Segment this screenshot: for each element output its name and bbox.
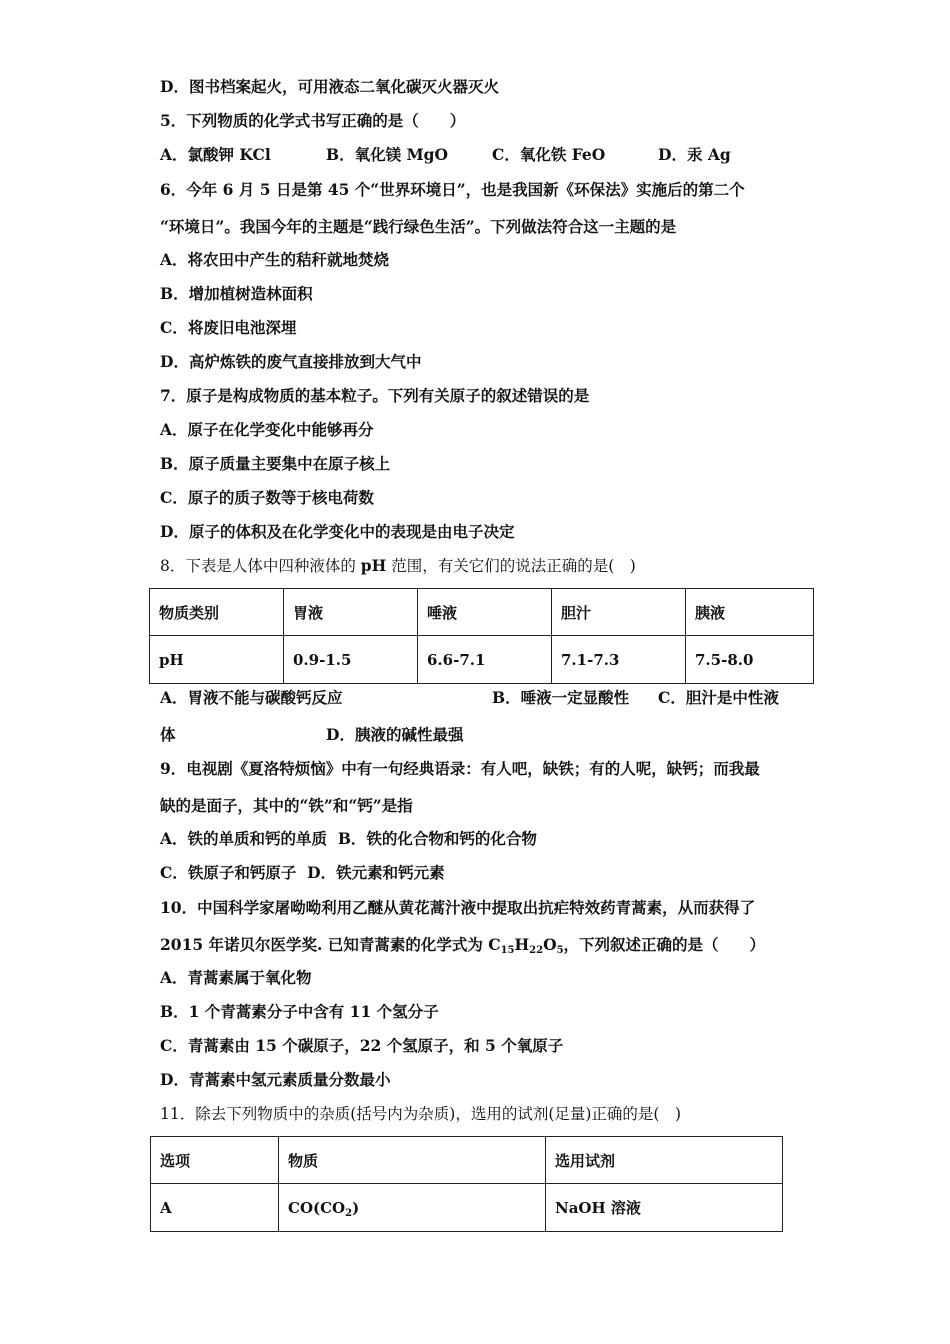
formula-sub-c: 15 <box>500 945 515 956</box>
q9-option-c: C．铁原子和钙原子 <box>160 863 297 882</box>
q8-option-a: A．胃液不能与碳酸钙反应 <box>160 688 343 707</box>
q11-substance-cell <box>279 1184 546 1232</box>
q5-options <box>160 145 731 165</box>
q8-header-cell: 唾液 <box>418 589 552 636</box>
q8-option-b: B．唾液一定显酸性 <box>492 688 630 707</box>
q8-stem <box>160 556 636 576</box>
q8-stem-post: 范围，有关它们的说法正确的是( ) <box>386 557 636 575</box>
q10-stem-post: ，下列叙述正确的是（ ） <box>563 935 766 954</box>
q11-substance-pre: CO(CO <box>288 1198 346 1217</box>
q7-option-c: C．原子的质子数等于核电荷数 <box>160 488 374 507</box>
q8-data-cell: 7.5-8.0 <box>686 636 814 684</box>
q11-reagent-cell: NaOH 溶液 <box>546 1184 783 1232</box>
q8-option-c-cont: 体 <box>160 725 176 744</box>
q11-table-header-row <box>151 1137 783 1184</box>
q6-option-b: B．增加植树造林面积 <box>160 284 313 303</box>
q8-table-data-row <box>150 636 814 684</box>
q11-header-cell: 物质 <box>279 1137 546 1184</box>
q11-table-row-a <box>151 1184 783 1232</box>
q8-table-header-row <box>150 589 814 636</box>
q10-stem-line2 <box>160 935 765 955</box>
q6-option-a: A．将农田中产生的秸秆就地焚烧 <box>160 250 390 269</box>
q8-data-cell: 0.9-1.5 <box>284 636 418 684</box>
q6-option-c: C．将废旧电池深埋 <box>160 318 297 337</box>
q7-option-a: A．原子在化学变化中能够再分 <box>160 420 374 439</box>
q10-option-c: C．青蒿素由 15 个碳原子，22 个氢原子，和 5 个氧原子 <box>160 1036 564 1055</box>
q9-options-line1 <box>160 829 537 849</box>
q8-data-cell: 6.6-7.1 <box>418 636 552 684</box>
q5-option-b: B．氧化镁 MgO <box>326 145 448 164</box>
q9-option-b: B．铁的化合物和钙的化合物 <box>337 829 537 848</box>
q9-stem-line2: 缺的是面子，其中的“铁”和“钙”是指 <box>160 796 413 815</box>
q8-header-cell: 胆汁 <box>552 589 686 636</box>
q7-option-b: B．原子质量主要集中在原子核上 <box>160 454 391 473</box>
q11-stem: 11．除去下列物质中的杂质(括号内为杂质)，选用的试剂(足量)正确的是( ) <box>160 1105 682 1123</box>
q8-option-d: D．胰液的碱性最强 <box>326 725 464 744</box>
q8-options-line1 <box>160 688 779 708</box>
formula-sub-o: 5 <box>556 945 564 956</box>
q8-stem-pre: 8．下表是人体中四种液体的 <box>160 557 361 575</box>
formula-o: O <box>543 935 557 954</box>
q6-stem-line1: 6．今年 6 月 5 日是第 45 个“世界环境日”，也是我国新《环保法》实施后的第二个 <box>160 180 745 199</box>
q10-stem-pre: 2015 年诺贝尔医学奖. 已知青蒿素的化学式为 C <box>160 935 501 954</box>
q4-option-d: D．图书档案起火，可用液态二氧化碳灭火器灭火 <box>160 77 499 96</box>
q8-option-c: C．胆汁是中性液 <box>658 688 779 707</box>
q11-reagent-table <box>150 1136 783 1232</box>
q8-stem-ph: pH <box>360 556 387 575</box>
q8-header-cell: 胃液 <box>284 589 418 636</box>
q9-stem-line1: 9．电视剧《夏洛特烦恼》中有一句经典语录：有人吧，缺铁；有的人呢，缺钙；而我最 <box>160 759 760 778</box>
q6-option-d: D．高炉炼铁的废气直接排放到大气中 <box>160 352 422 371</box>
q11-substance-sub: 2 <box>345 1207 353 1219</box>
q8-options-line2 <box>160 725 463 745</box>
formula-sub-h: 22 <box>529 945 544 956</box>
q10-stem-line1: 10．中国科学家屠呦呦利用乙醚从黄花蒿汁液中提取出抗疟特效药青蒿素，从而获得了 <box>160 898 756 917</box>
q7-stem: 7．原子是构成物质的基本粒子。下列有关原子的叙述错误的是 <box>160 386 590 405</box>
q6-stem-line2: “环境日”。我国今年的主题是“践行绿色生活”。下列做法符合这一主题的是 <box>160 217 677 236</box>
q11-option-cell: A <box>151 1184 279 1232</box>
q5-option-a: A．氯酸钾 KCl <box>160 145 271 164</box>
q11-header-cell: 选用试剂 <box>546 1137 783 1184</box>
q10-option-d: D．青蒿素中氢元素质量分数最小 <box>160 1070 391 1089</box>
q8-data-cell: 7.1-7.3 <box>552 636 686 684</box>
q8-header-cell: 胰液 <box>686 589 814 636</box>
q8-header-cell: 物质类别 <box>150 589 284 636</box>
q5-option-d: D．汞 Ag <box>658 145 731 164</box>
q10-option-b: B．1 个青蒿素分子中含有 11 个氢分子 <box>160 1002 439 1021</box>
q7-option-d: D．原子的体积及在化学变化中的表现是由电子决定 <box>160 522 515 541</box>
q8-ph-table <box>149 588 814 684</box>
q10-option-a: A．青蒿素属于氧化物 <box>160 968 312 987</box>
q5-stem: 5．下列物质的化学式书写正确的是（ ） <box>160 111 466 130</box>
q8-data-cell: pH <box>150 636 284 684</box>
q5-option-c: C．氧化铁 FeO <box>492 145 606 164</box>
q11-header-cell: 选项 <box>151 1137 279 1184</box>
q9-option-d: D．铁元素和钙元素 <box>307 863 445 882</box>
q9-option-a: A．铁的单质和钙的单质 <box>160 829 328 848</box>
q11-substance-post: ) <box>352 1198 360 1217</box>
formula-h: H <box>514 935 530 954</box>
q9-options-line2 <box>160 863 445 883</box>
